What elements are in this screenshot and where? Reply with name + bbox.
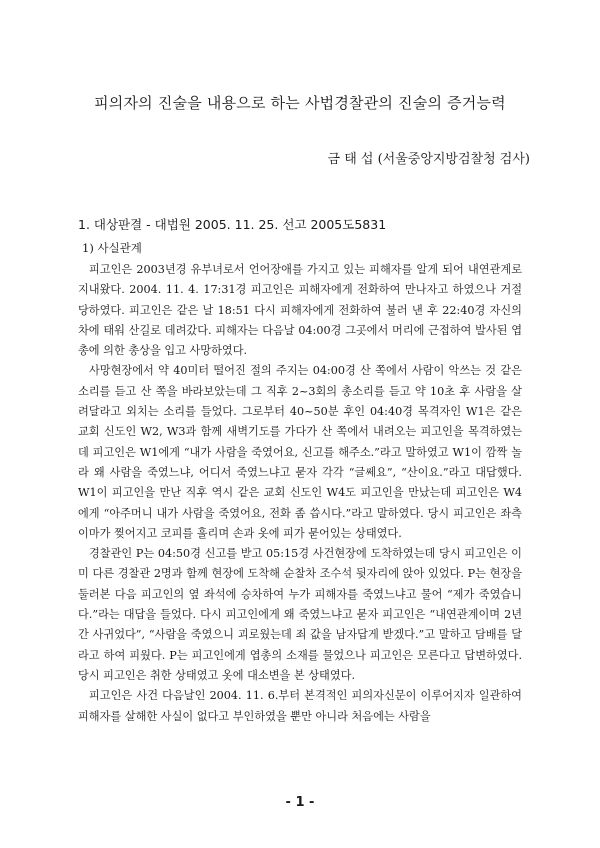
paragraph: 피고인은 사건 다음날인 2004. 11. 6.부터 본격적인 피의자신문이 이루어지자 일관하여 피해자를 살해한 사실이 없다고 부인하였을 뿐만 아니라 처음에는 사람을 <box>78 689 522 723</box>
paragraph: 피고인은 2003년경 유부녀로서 언어장애를 가지고 있는 피해자를 알게 되어 내연관계로 지내왔다. 2004. 11. 4. 17:31경 피고인은 피해자에게 전화하여 만나자고 하였으나 거절당하였다. 피고인은 같은 날 18:51 다시 피해자에게 전화하여 불러 낸 후 22:40경 자신의 차에 태워 산길로 데려갔다. 피해자는 다음날 04:00경 그곳에서 머리에 근접하여 발사된 엽총에 의한 총상을 입고 사망하였다. <box>78 263 522 358</box>
page-number: - 1 - <box>285 795 315 810</box>
section-heading: 1. 대상판결 - 대법원 2005. 11. 25. 선고 2005도5831 <box>78 217 387 232</box>
author-line: 금 태 섭 (서울중앙지방검찰청 검사) <box>327 152 530 167</box>
sub-heading: 1) 사실관계 <box>82 241 142 255</box>
body-text <box>78 260 522 727</box>
paragraph: 경찰관인 P는 04:50경 신고를 받고 05:15경 사건현장에 도착하였는데 당시 피고인은 이미 다른 경찰관 2명과 함께 현장에 도착해 순찰차 조수석 뒷자리에 앉아 있었다. P는 현장을 둘러본 다음 피고인의 옆 좌석에 승차하여 누가 피해자를 죽였느냐고 물어 “제가 죽였습니다.”라는 대답을 들었다. 다시 피고인에게 왜 죽였느냐고 묻자 피고인은 “내연관계이며 2년간 사귀었다”, “사람을 죽였으니 괴로웠는데 죄 값을 남자답게 받겠다.”고 말하고 담배를 달라고 하여 피웠다. P는 피고인에게 엽총의 소재를 물었으나 피고인은 모른다고 답변하였다. 당시 피고인은 취한 상태였고 옷에 대소변을 본 상태였다. <box>78 547 522 682</box>
paragraph: 사망현장에서 약 40미터 떨어진 절의 주지는 04:00경 산 쪽에서 사람이 악쓰는 것 같은 소리를 듣고 산 쪽을 바라보았는데 그 직후 2~3회의 총소리를 듣고 약 10초 후 사람을 살려달라고 외치는 소리를 들었다. 그로부터 40~50분 후인 04:40경 목격자인 W1은 같은 교회 신도인 W2, W3과 함께 새벽기도를 가다가 산 쪽에서 내려오는 피고인을 목격하였는데 피고인은 W1에게 “내가 사람을 죽였어요, 신고를 해주소.”라고 말하였고 W1이 깜짝 놀라 왜 사람을 죽였느냐, 어디서 죽였느냐고 묻자 각각 “글쎄요”, “산이요.”라고 대답했다. W1이 피고인을 만난 직후 역시 같은 교회 신도인 W4도 피고인을 만났는데 피고인은 W4에게 “아주머니 내가 사람을 죽였어요, 전화 좀 씁시다.”라고 말하였다. 당시 피고인은 좌측 이마가 찢어지고 코피를 흘리며 손과 옷에 피가 묻어있는 상태였다. <box>78 364 522 540</box>
document-title: 피의자의 진술을 내용으로 하는 사법경찰관의 진술의 증거능력 <box>94 94 506 112</box>
